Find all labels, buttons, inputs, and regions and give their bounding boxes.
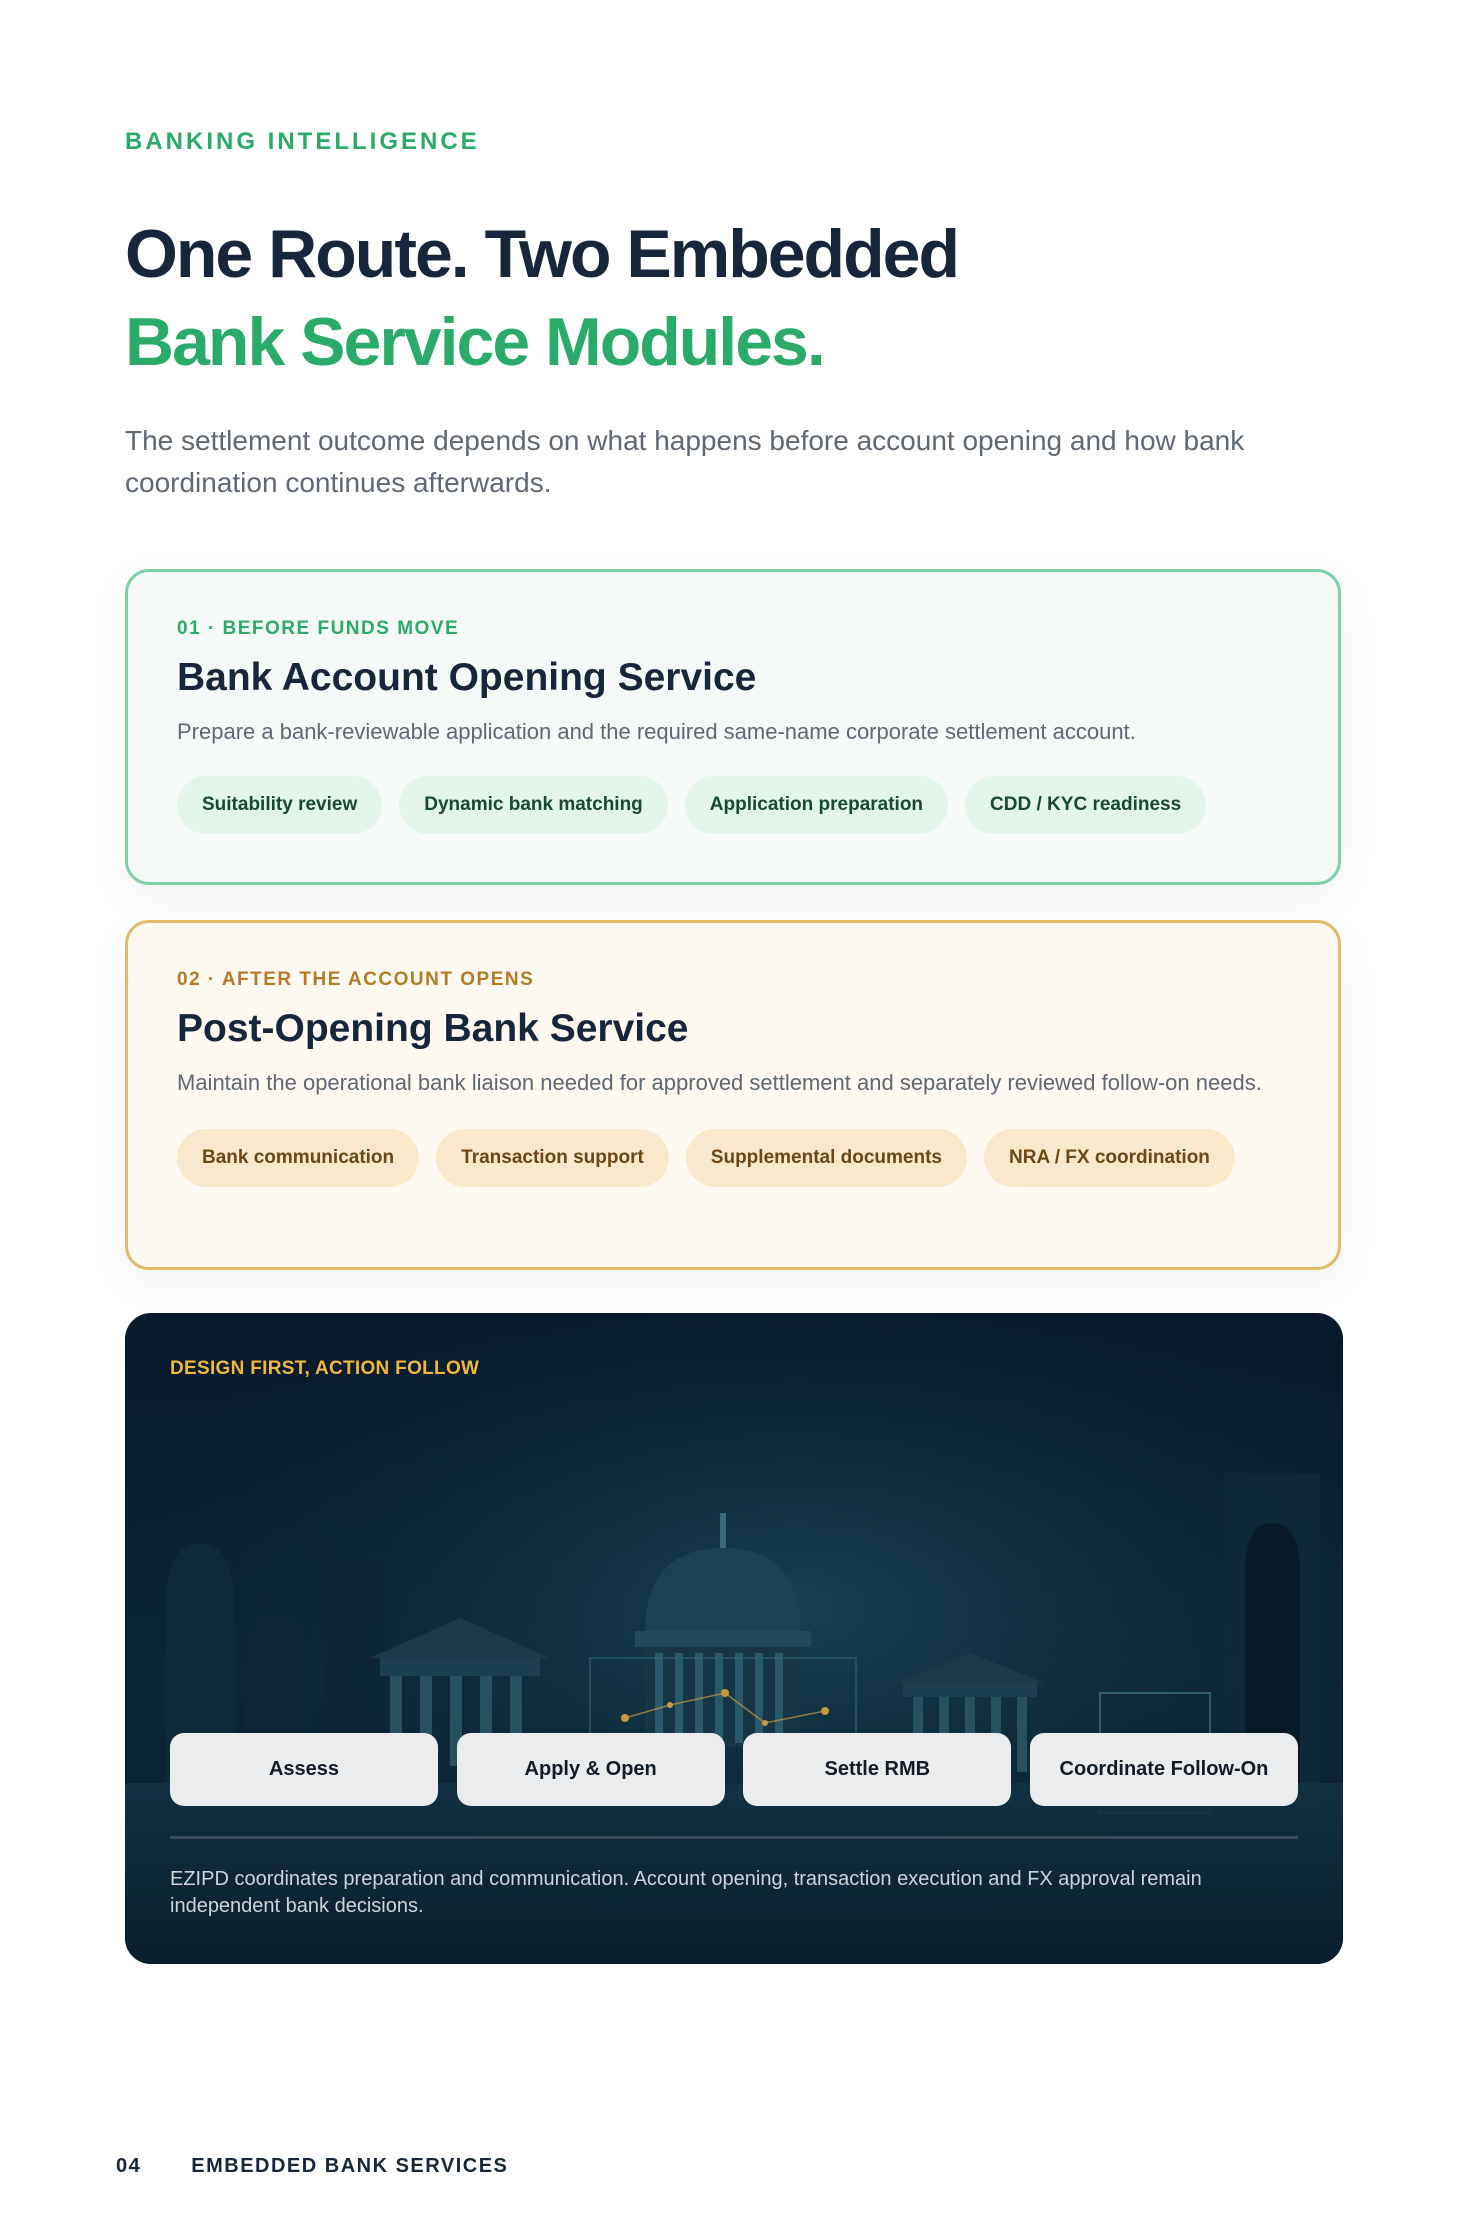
module-title: Bank Account Opening Service (177, 656, 757, 699)
chip-suitability-review: Suitability review (177, 776, 382, 834)
chip-dynamic-bank-matching: Dynamic bank matching (399, 776, 668, 834)
page-footer (116, 2155, 508, 2178)
module-kicker: 01 · BEFORE FUNDS MOVE (177, 618, 460, 639)
chip-transaction-support: Transaction support (436, 1129, 669, 1187)
step-coordinate-follow-on: Coordinate Follow-On (1030, 1733, 1298, 1806)
footer-section-label: EMBEDDED BANK SERVICES (191, 2155, 509, 2177)
process-steps (170, 1733, 1298, 1806)
page-number: 04 (116, 2155, 142, 2177)
module-card-post-opening (125, 920, 1341, 1270)
page-title-line-2: Bank Service Modules. (125, 304, 824, 380)
module-chip-list (177, 776, 1289, 834)
divider (170, 1836, 1298, 1839)
chip-supplemental-documents: Supplemental documents (686, 1129, 967, 1187)
module-chip-list (177, 1129, 1289, 1187)
chip-bank-communication: Bank communication (177, 1129, 419, 1187)
step-apply-open: Apply & Open (457, 1733, 725, 1806)
module-description: Prepare a bank-reviewable application and the required same-name corporate settlement account. (177, 719, 1136, 744)
process-note: EZIPD coordinates preparation and communication. Account opening, transaction execution and FX approval remain independent bank decisions. (170, 1868, 1202, 1917)
section-eyebrow: BANKING INTELLIGENCE (125, 128, 480, 155)
chip-cdd-kyc-readiness: CDD / KYC readiness (965, 776, 1206, 834)
chip-nra-fx-coordination: NRA / FX coordination (984, 1129, 1235, 1187)
chip-application-preparation: Application preparation (685, 776, 948, 834)
page-title (125, 210, 1345, 386)
lead-paragraph: The settlement outcome depends on what happens before account opening and how bank coordination continues afterwards. (125, 425, 1245, 498)
process-tag: DESIGN FIRST, ACTION FOLLOW (170, 1358, 480, 1379)
step-settle-rmb: Settle RMB (743, 1733, 1011, 1806)
page-title-line-1: One Route. Two Embedded (125, 216, 958, 292)
module-kicker: 02 · AFTER THE ACCOUNT OPENS (177, 969, 535, 990)
module-description: Maintain the operational bank liaison needed for approved settlement and separately reviewed follow-on needs. (177, 1070, 1262, 1095)
module-title: Post-Opening Bank Service (177, 1007, 689, 1050)
module-card-account-opening (125, 569, 1341, 885)
step-assess: Assess (170, 1733, 438, 1806)
process-panel (125, 1313, 1343, 1964)
